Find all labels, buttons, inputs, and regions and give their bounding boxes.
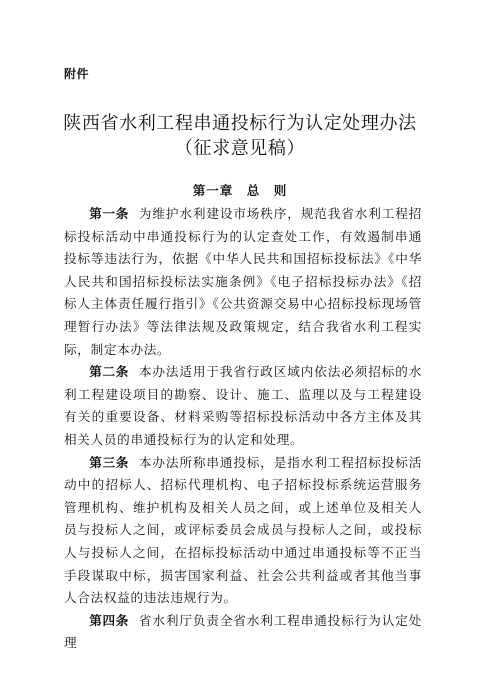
document-body	[64, 203, 422, 655]
article-text: 省水利厅负责全省水利工程串通投标行为认定处理	[64, 612, 422, 651]
article-number: 第三条	[89, 454, 130, 470]
article-number: 第一条	[89, 206, 130, 221]
chapter-heading: 第一章 总 则	[192, 183, 288, 198]
article-number: 第二条	[89, 364, 130, 380]
article-paragraph	[64, 452, 422, 610]
article-text: 本办法所称串通投标，是指水利工程招标投标活动中的招标人、招标代理机构、电子招标投标系统运营服务管理机构、维护机构及相关人员之间，或上述单位及相关人员与投标人之间，或评标委员会成员与投标人之间，或投标人与投标人之间，在招标投标活动中通过串通投标等不正当手段谋取中标，损害国家利益、社会公共利益或者其他当事人合法权益的违法违规行为。	[64, 454, 422, 606]
article-paragraph	[64, 203, 422, 361]
article-paragraph	[64, 610, 422, 655]
article-number: 第四条	[89, 612, 130, 628]
attachment-label: 附件	[64, 67, 90, 81]
document-title: 陕西省水利工程串通投标行为认定处理办法	[63, 113, 417, 134]
article-text: 为维护水利建设市场秩序，规范我省水利工程招标投标活动中串通投标行为的认定查处工作，有效遏制串通投标等违法行为，依据《中华人民共和国招标投标法》《中华人民共和国招标投标法实施条例》《电子招标投标办法》《招标人主体责任履行指引》《公共资源交易中心招标投标现场管理暂行办法》等法律法规及政策规定，结合我省水利工程实际，制定本办法。	[64, 206, 422, 357]
article-paragraph	[64, 361, 422, 451]
article-text: 本办法适用于我省行政区域内依法必须招标的水利工程建设项目的勘察、设计、施工、监理以及与工程建设有关的重要设备、材料采购等招标投标活动中各方主体及其相关人员的串通投标行为的认定和处理。	[64, 364, 422, 447]
document-subtitle: （征求意见稿）	[174, 138, 306, 159]
